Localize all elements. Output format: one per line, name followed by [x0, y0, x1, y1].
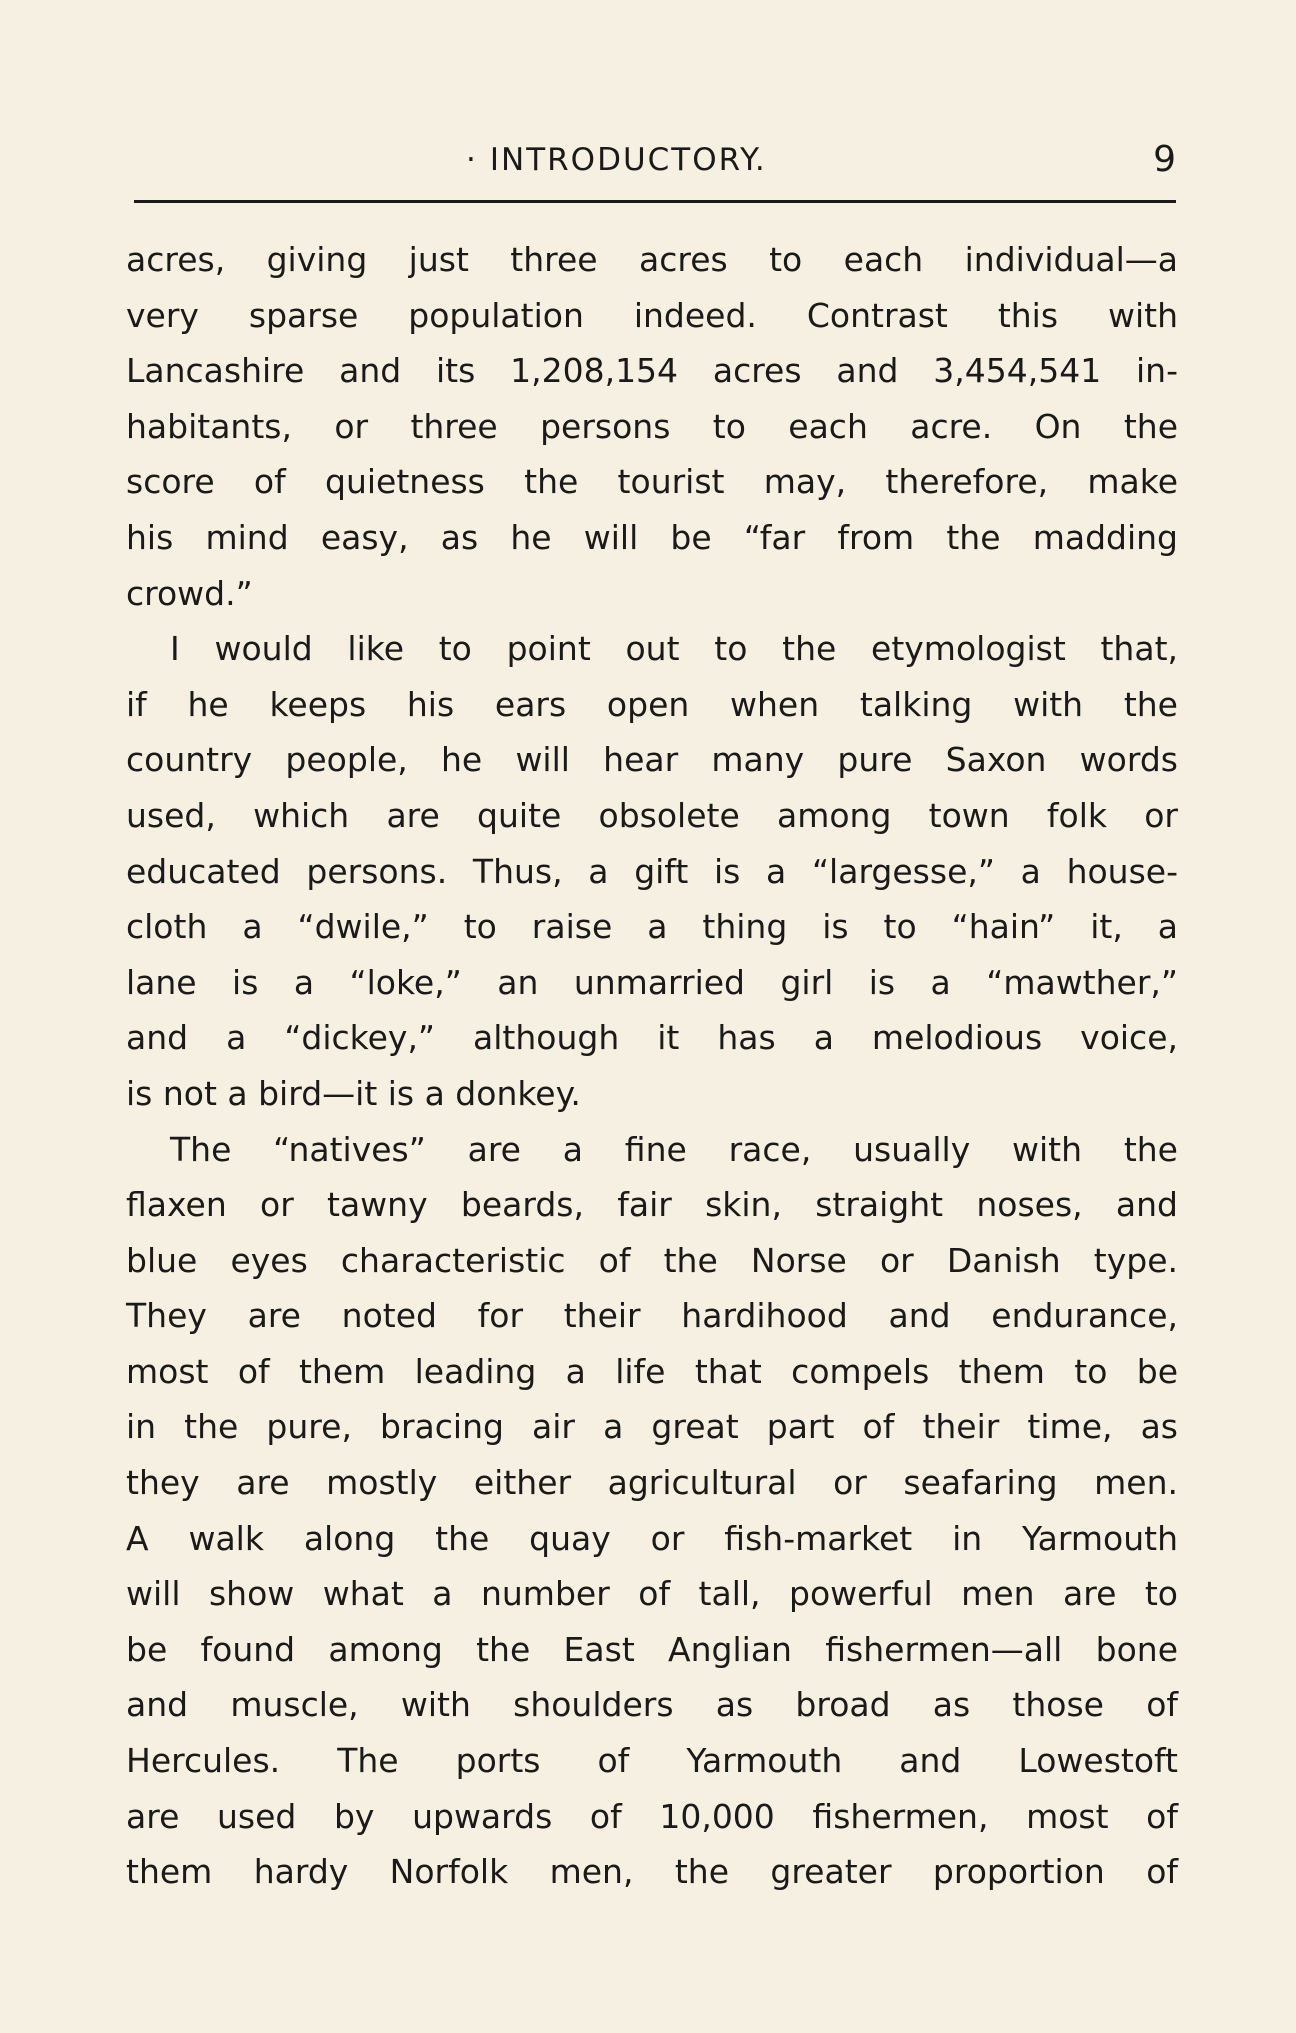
text-line: flaxen or tawny beards, fair skin, straight noses, and	[126, 1185, 1178, 1225]
text-line: very sparse population indeed. Contrast this with	[126, 295, 1178, 335]
text-line: country people, he will hear many pure Saxon words	[126, 740, 1178, 780]
text-line: habitants, or three persons to each acre. On the	[126, 406, 1178, 446]
page-number: 9	[1153, 139, 1176, 180]
text-line: The “natives” are a fine race, usually with the	[170, 1129, 1178, 1169]
text-line: be found among the East Anglian fishermen—all bone	[126, 1629, 1178, 1669]
text-line: A walk along the quay or fish-market in Yarmouth	[126, 1518, 1178, 1558]
text-line: in the pure, bracing air a great part of their time, as	[126, 1407, 1178, 1447]
text-line: most of them leading a life that compels them to be	[126, 1351, 1178, 1391]
page-header	[126, 136, 1176, 184]
text-line: they are mostly either agricultural or seafaring men.	[126, 1463, 1178, 1503]
text-line: blue eyes characteristic of the Norse or Danish type.	[126, 1240, 1178, 1280]
running-head-title: INTRODUCTORY.	[489, 142, 767, 178]
text-line: and muscle, with shoulders as broad as those of	[126, 1685, 1178, 1725]
text-line: if he keeps his ears open when talking with the	[126, 684, 1178, 724]
text-line: crowd.”	[126, 573, 253, 613]
text-line: I would like to point out to the etymologist that,	[170, 629, 1178, 669]
text-line: educated persons. Thus, a gift is a “largesse,” a house-	[126, 851, 1178, 891]
text-line: is not a bird—it is a donkey.	[126, 1073, 581, 1113]
header-dot: ·	[466, 142, 478, 178]
text-line: are used by upwards of 10,000 fishermen, most of	[126, 1796, 1178, 1836]
text-line: Hercules. The ports of Yarmouth and Lowestoft	[126, 1741, 1178, 1781]
text-line: Lancashire and its 1,208,154 acres and 3,454,541 in-	[126, 351, 1178, 391]
text-line: will show what a number of tall, powerful men are to	[126, 1574, 1178, 1614]
text-line: cloth a “dwile,” to raise a thing is to “hain” it, a	[126, 907, 1178, 947]
body-text	[126, 232, 1178, 1900]
text-line: score of quietness the tourist may, therefore, make	[126, 462, 1178, 502]
running-head	[466, 136, 767, 184]
text-line: They are noted for their hardihood and endurance,	[126, 1296, 1178, 1336]
text-line: acres, giving just three acres to each individual—a	[126, 240, 1178, 279]
text-line: them hardy Norfolk men, the greater proportion of	[126, 1852, 1178, 1892]
text-line: and a “dickey,” although it has a melodious voice,	[126, 1018, 1178, 1058]
text-line: lane is a “loke,” an unmarried girl is a “mawther,”	[126, 962, 1178, 1002]
text-line: used, which are quite obsolete among town folk or	[126, 795, 1178, 835]
header-rule	[134, 200, 1176, 203]
text-line: his mind easy, as he will be “far from the madding	[126, 517, 1178, 557]
